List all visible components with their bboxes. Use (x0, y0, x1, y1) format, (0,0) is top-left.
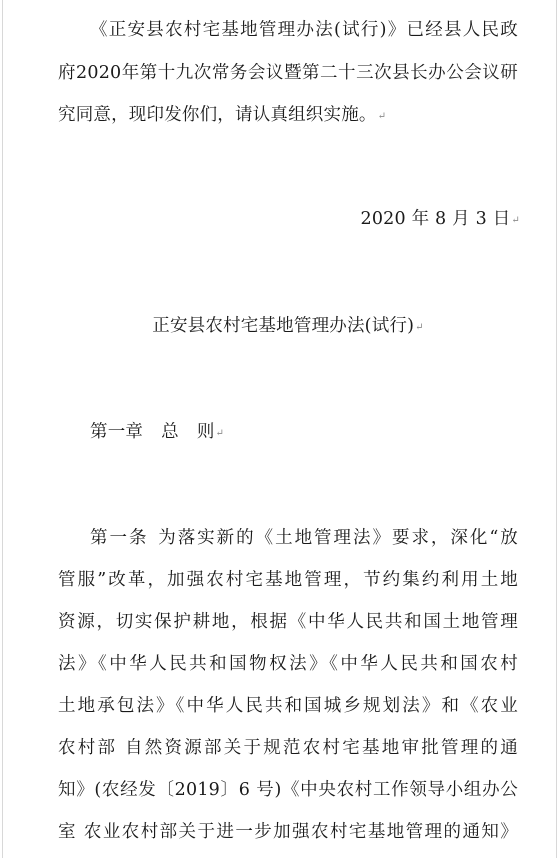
document-title (58, 312, 518, 342)
notice-line-3 (58, 101, 518, 131)
notice-line-1-text: 《正安县农村宅基地管理办法(试行)》已经县人民政 (90, 20, 518, 40)
article-1-line-3-text: 资源，切实保护耕地，根据《中华人民共和国土地管理 (58, 612, 518, 632)
article-1-line-7 (58, 776, 518, 804)
article-1-line-1 (58, 524, 518, 552)
chapter-name-part-2: 则 (196, 422, 215, 442)
article-1-number: 第一条 (90, 528, 149, 548)
paragraph-mark-icon: ↵ (377, 111, 387, 122)
article-1-line-5-text: 土地承包法》《中华人民共和国城乡规划法》和《农业 (58, 696, 518, 716)
article-1-line-7-text: 知》(农经发〔2019〕6 号)《中央农村工作领导小组办公 (58, 780, 518, 800)
article-1-line-8 (58, 818, 518, 846)
notice-line-3-text: 究同意，现印发你们，请认真组织实施。 (58, 105, 377, 125)
date-text: 2020 年 8 月 3 日 (360, 209, 511, 229)
page-border-left (2, 0, 3, 858)
notice-line-1 (58, 16, 518, 44)
article-1-line-2-text: 管服”改革，加强农村宅基地管理，节约集约利用土地 (58, 570, 518, 590)
paragraph-mark-icon: ↵ (415, 322, 424, 333)
paragraph-mark-icon: ↵ (215, 428, 225, 439)
article-1-line-4 (58, 650, 518, 678)
paragraph-mark-icon: ↵ (511, 215, 520, 226)
article-1-line-6 (58, 734, 518, 762)
page-border-right (556, 0, 557, 858)
article-1-line-8-text: 室 农业农村部关于进一步加强农村宅基地管理的通知》 (58, 822, 518, 842)
notice-line-2 (58, 59, 518, 87)
article-1-line-4-text: 法》《中华人民共和国物权法》《中华人民共和国农村 (58, 654, 518, 674)
article-1-line-2 (58, 566, 518, 594)
article-1-line-1-text: 为落实新的《土地管理法》要求，深化“放 (156, 528, 518, 548)
notice-line-2-text: 府2020年第十九次常务会议暨第二十三次县长办公会议研 (58, 63, 518, 83)
document-date (58, 205, 520, 235)
document-title-text: 正安县农村宅基地管理办法(试行) (152, 316, 415, 336)
chapter-name-part-1: 总 (161, 422, 179, 442)
chapter-number: 第一章 (90, 422, 144, 442)
article-1-line-6-text: 农村部 自然资源部关于规范农村宅基地审批管理的通 (58, 738, 518, 758)
chapter-heading (58, 418, 518, 448)
article-1-line-3 (58, 608, 518, 636)
article-1-line-5 (58, 692, 518, 720)
